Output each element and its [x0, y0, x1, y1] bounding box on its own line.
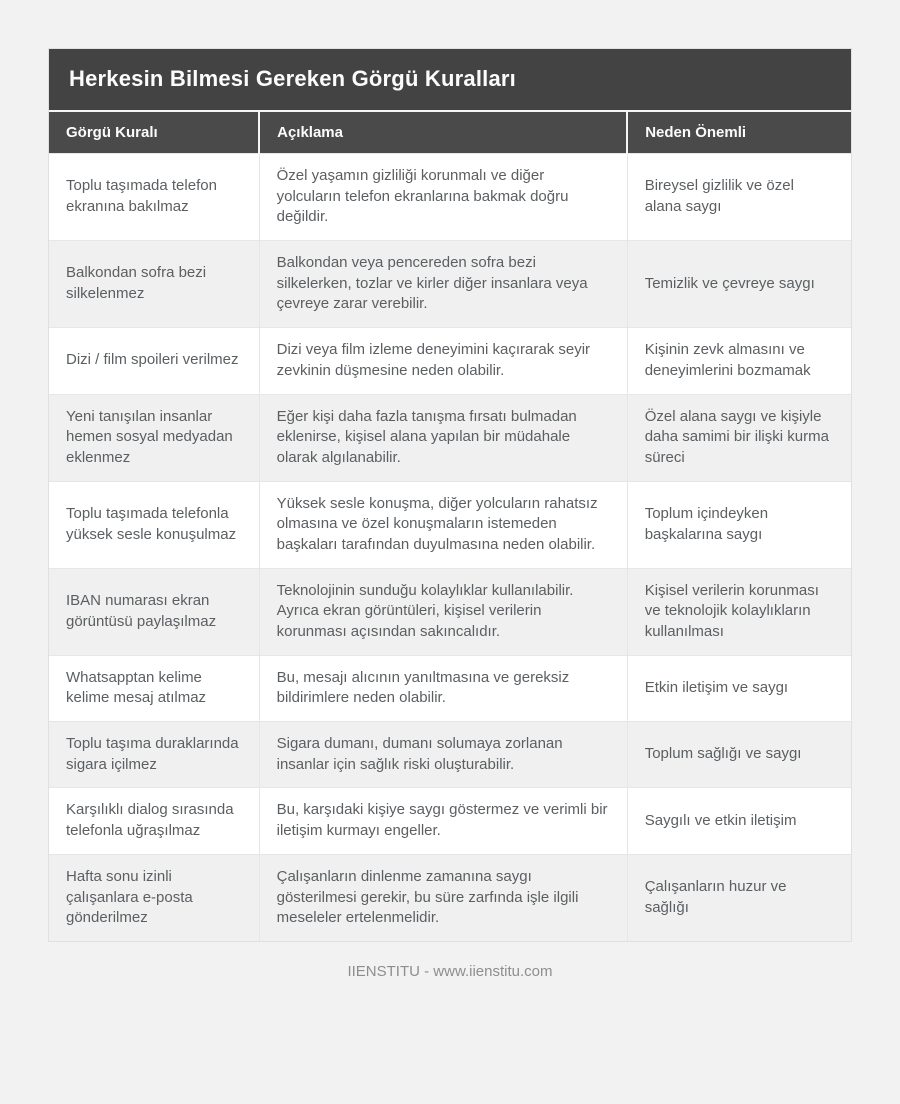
page-background	[0, 48, 900, 1104]
table-row	[49, 328, 851, 394]
table-body	[49, 154, 851, 941]
rule-cell: Toplu taşımada telefonla yüksek sesle konuşulmaz	[49, 481, 259, 568]
rule-cell: Toplu taşımada telefon ekranına bakılmaz	[49, 154, 259, 241]
table-row	[49, 854, 851, 941]
why-cell: Kişisel verilerin korunması ve teknolojik kolaylıkların kullanılması	[627, 568, 851, 655]
table-row	[49, 154, 851, 241]
rule-cell: Dizi / film spoileri verilmez	[49, 328, 259, 394]
rule-cell: Whatsapptan kelime kelime mesaj atılmaz	[49, 655, 259, 721]
explanation-cell: Eğer kişi daha fazla tanışma fırsatı bulmadan eklenirse, kişisel alana yapılan bir müdahale olarak algılanabilir.	[259, 394, 627, 481]
why-cell: Saygılı ve etkin iletişim	[627, 788, 851, 854]
explanation-cell: Dizi veya film izleme deneyimini kaçırarak seyir zevkinin düşmesine neden olabilir.	[259, 328, 627, 394]
why-cell: Kişinin zevk almasını ve deneyimlerini bozmamak	[627, 328, 851, 394]
footer-credit: IIENSTITU - www.iienstitu.com	[347, 962, 553, 980]
column-header-why: Neden Önemli	[627, 112, 851, 154]
why-cell: Çalışanların huzur ve sağlığı	[627, 854, 851, 941]
explanation-cell: Teknolojinin sunduğu kolaylıklar kullanılabilir. Ayrıca ekran görüntüleri, kişisel verilerin korunması açısından sakıncalıdır.	[259, 568, 627, 655]
explanation-cell: Çalışanların dinlenme zamanına saygı gösterilmesi gerekir, bu süre zarfında işle ilgili meseleler ertelenmelidir.	[259, 854, 627, 941]
why-cell: Temizlik ve çevreye saygı	[627, 241, 851, 328]
why-cell: Toplum içindeyken başkalarına saygı	[627, 481, 851, 568]
why-cell: Bireysel gizlilik ve özel alana saygı	[627, 154, 851, 241]
table-row	[49, 481, 851, 568]
table-row	[49, 241, 851, 328]
table-header	[49, 112, 851, 154]
why-cell: Toplum sağlığı ve saygı	[627, 722, 851, 788]
table-row	[49, 568, 851, 655]
etiquette-card	[48, 48, 852, 942]
rule-cell: Karşılıklı dialog sırasında telefonla uğraşılmaz	[49, 788, 259, 854]
rule-cell: Yeni tanışılan insanlar hemen sosyal medyadan eklenmez	[49, 394, 259, 481]
rule-cell: IBAN numarası ekran görüntüsü paylaşılmaz	[49, 568, 259, 655]
page-title: Herkesin Bilmesi Gereken Görgü Kuralları	[49, 49, 851, 112]
etiquette-table	[49, 112, 851, 941]
why-cell: Etkin iletişim ve saygı	[627, 655, 851, 721]
table-row	[49, 722, 851, 788]
explanation-cell: Özel yaşamın gizliliği korunmalı ve diğer yolcuların telefon ekranlarına bakmak doğru değildir.	[259, 154, 627, 241]
explanation-cell: Yüksek sesle konuşma, diğer yolcuların rahatsız olmasına ve özel konuşmaların istemeden başkaları tarafından duyulmasına neden olabilir.	[259, 481, 627, 568]
explanation-cell: Bu, karşıdaki kişiye saygı göstermez ve verimli bir iletişim kurmayı engeller.	[259, 788, 627, 854]
column-header-rule: Görgü Kuralı	[49, 112, 259, 154]
table-row	[49, 788, 851, 854]
explanation-cell: Sigara dumanı, dumanı solumaya zorlanan insanlar için sağlık riski oluşturabilir.	[259, 722, 627, 788]
rule-cell: Balkondan sofra bezi silkelenmez	[49, 241, 259, 328]
rule-cell: Toplu taşıma duraklarında sigara içilmez	[49, 722, 259, 788]
table-header-row	[49, 112, 851, 154]
table-row	[49, 394, 851, 481]
explanation-cell: Balkondan veya pencereden sofra bezi silkelerken, tozlar ve kirler diğer insanlara veya çevreye zarar verebilir.	[259, 241, 627, 328]
rule-cell: Hafta sonu izinli çalışanlara e-posta gönderilmez	[49, 854, 259, 941]
why-cell: Özel alana saygı ve kişiyle daha samimi bir ilişki kurma süreci	[627, 394, 851, 481]
explanation-cell: Bu, mesajı alıcının yanıltmasına ve gereksiz bildirimlere neden olabilir.	[259, 655, 627, 721]
column-header-explanation: Açıklama	[259, 112, 627, 154]
table-row	[49, 655, 851, 721]
